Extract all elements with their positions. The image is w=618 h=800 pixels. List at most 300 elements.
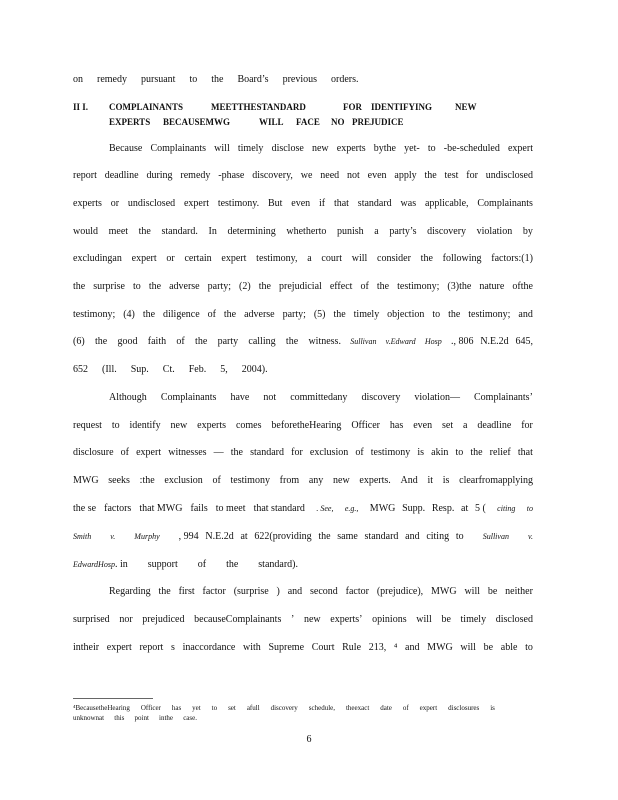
word: disclose bbox=[271, 143, 304, 154]
word: intheir bbox=[73, 642, 100, 653]
word: Complainants bbox=[150, 143, 207, 154]
word: with bbox=[243, 642, 261, 653]
word: factors bbox=[104, 503, 132, 514]
citation-text bbox=[73, 503, 305, 515]
heading-word: COMPLAINANTS bbox=[109, 102, 184, 112]
word: Officer bbox=[351, 420, 380, 431]
word: excludingan bbox=[73, 253, 122, 264]
word: from bbox=[279, 475, 300, 486]
word: afull bbox=[246, 704, 260, 712]
word: MWG bbox=[431, 586, 457, 597]
word: at bbox=[461, 503, 469, 514]
word: that bbox=[333, 198, 349, 209]
citation-line-sullivan bbox=[73, 336, 533, 348]
word: experts bbox=[73, 198, 102, 209]
text-line-12 bbox=[73, 475, 533, 487]
word: new bbox=[170, 420, 188, 431]
word: to bbox=[111, 420, 120, 431]
word: the bbox=[376, 281, 390, 292]
citation-line-edward bbox=[73, 559, 533, 571]
word: of bbox=[212, 475, 221, 486]
word: report bbox=[73, 170, 97, 181]
word: MWG bbox=[369, 503, 396, 514]
heading-word: WILL bbox=[259, 117, 284, 127]
word: standard bbox=[357, 198, 392, 209]
word: experts. bbox=[359, 475, 391, 486]
word: on bbox=[73, 74, 83, 85]
word: (surprise bbox=[233, 586, 269, 597]
word: N.E.2d bbox=[480, 336, 509, 347]
word: the bbox=[142, 309, 156, 320]
word: yet- bbox=[404, 143, 420, 154]
word: neither bbox=[505, 586, 533, 597]
text-line-5 bbox=[73, 226, 533, 238]
word: Feb. bbox=[188, 364, 207, 375]
word: expert bbox=[106, 642, 132, 653]
word: the se bbox=[73, 503, 97, 514]
word: discovery bbox=[270, 704, 298, 712]
word: prejudiced bbox=[142, 614, 185, 625]
citation-line-2 bbox=[73, 364, 533, 376]
word: the bbox=[73, 281, 86, 292]
word: faith bbox=[147, 336, 167, 347]
word: beforetheHearing bbox=[271, 420, 342, 431]
word: Officer bbox=[140, 704, 161, 712]
word: exclusion bbox=[164, 475, 203, 486]
word: to bbox=[189, 74, 198, 85]
word: to bbox=[132, 281, 141, 292]
signal-text: . See, bbox=[316, 504, 334, 513]
word: testimony, bbox=[256, 253, 298, 264]
word: 622(providing bbox=[254, 531, 312, 542]
word: And bbox=[400, 475, 418, 486]
word: 5 ( bbox=[474, 503, 486, 514]
word: timely bbox=[237, 143, 264, 154]
word: factor bbox=[345, 586, 369, 597]
word: applicable, bbox=[424, 198, 469, 209]
word: we bbox=[300, 170, 313, 181]
word: of bbox=[355, 447, 364, 458]
word: undisclosed bbox=[485, 170, 533, 181]
word: violation bbox=[476, 226, 513, 237]
word: certain bbox=[184, 253, 212, 264]
word: , 994 bbox=[178, 531, 199, 542]
word: party’s bbox=[389, 226, 417, 237]
word: of bbox=[197, 559, 207, 570]
word: new bbox=[303, 614, 321, 625]
word: 5, bbox=[220, 364, 228, 375]
word: inaccordance bbox=[182, 642, 236, 653]
case-name: Hosp bbox=[98, 560, 115, 569]
word: violation— bbox=[414, 392, 460, 403]
word: N.E.2d bbox=[205, 531, 234, 542]
case-name: v. bbox=[110, 532, 116, 541]
text-line-2 bbox=[109, 143, 533, 155]
word: expert bbox=[419, 704, 438, 712]
word: (5) bbox=[313, 309, 326, 320]
word: committedany bbox=[290, 392, 348, 403]
word: first bbox=[178, 586, 195, 597]
word: factors:(1) bbox=[491, 253, 533, 264]
word: ., 806 bbox=[450, 336, 474, 347]
word: diligence bbox=[162, 309, 200, 320]
word: standard. bbox=[161, 226, 198, 237]
heading-word: IDENTIFYING bbox=[371, 102, 433, 112]
word: apply bbox=[394, 170, 417, 181]
word: testimony; bbox=[468, 309, 511, 320]
word: case. bbox=[183, 714, 197, 722]
citation-text bbox=[115, 559, 312, 571]
word: will bbox=[460, 642, 476, 653]
word: new bbox=[311, 143, 329, 154]
word: fails bbox=[190, 503, 208, 514]
heading-word: PREJUDICE bbox=[352, 117, 404, 127]
text-line-13 bbox=[109, 586, 533, 598]
word: (prejudice), bbox=[376, 586, 424, 597]
case-name: v.Edward bbox=[385, 337, 416, 346]
word: witness. bbox=[308, 336, 341, 347]
word: will bbox=[416, 614, 432, 625]
word: remedy bbox=[97, 74, 127, 85]
word: a bbox=[307, 253, 312, 264]
citation-text bbox=[179, 531, 464, 543]
word: the bbox=[230, 447, 243, 458]
word: witnesses bbox=[168, 447, 207, 458]
word: deadline bbox=[104, 170, 139, 181]
citation-text bbox=[73, 336, 341, 348]
word: or bbox=[110, 198, 120, 209]
heading-word: MEETTHESTANDARD bbox=[211, 102, 306, 112]
word: punish bbox=[336, 226, 364, 237]
word: ’ bbox=[290, 614, 295, 625]
word: a bbox=[374, 226, 379, 237]
word: Rule bbox=[342, 642, 362, 653]
word: (Ill. bbox=[102, 364, 117, 375]
word: determining bbox=[227, 226, 276, 237]
word: of bbox=[360, 281, 369, 292]
word: Supreme bbox=[268, 642, 305, 653]
word: for bbox=[291, 447, 303, 458]
word: the bbox=[211, 74, 224, 85]
word: a bbox=[463, 420, 468, 431]
case-name: Murphy bbox=[134, 532, 160, 541]
word: Regarding bbox=[109, 586, 151, 597]
word: calling bbox=[248, 336, 276, 347]
text-line-4 bbox=[73, 198, 533, 210]
word: citing bbox=[426, 531, 450, 542]
word: request bbox=[73, 420, 102, 431]
word: is bbox=[490, 704, 495, 712]
word: Ct. bbox=[162, 364, 175, 375]
word: pursuant bbox=[141, 74, 176, 85]
word: opinions bbox=[372, 614, 407, 625]
word: standard bbox=[364, 531, 399, 542]
citation-line-see bbox=[73, 503, 533, 515]
word: undisclosed bbox=[127, 198, 176, 209]
text-line-8 bbox=[73, 309, 533, 321]
word: not bbox=[263, 392, 277, 403]
word: has bbox=[171, 704, 182, 712]
word: unknownat bbox=[73, 714, 105, 722]
word: have bbox=[230, 392, 250, 403]
signal-text: to bbox=[526, 504, 533, 513]
word: In bbox=[208, 226, 217, 237]
footnote-divider bbox=[73, 698, 153, 699]
word: ⁴BecausetheHearing bbox=[73, 704, 130, 712]
word: report bbox=[139, 642, 164, 653]
word: akin bbox=[431, 447, 449, 458]
word: it bbox=[427, 475, 434, 486]
word: be bbox=[487, 586, 498, 597]
word: deadline bbox=[477, 420, 512, 431]
signal-text: e.g., bbox=[344, 504, 359, 513]
heading-word: FACE bbox=[296, 117, 320, 127]
word: timely bbox=[353, 309, 380, 320]
word: test bbox=[444, 170, 459, 181]
word: — bbox=[213, 447, 224, 458]
word: set bbox=[442, 420, 454, 431]
word: the bbox=[333, 309, 346, 320]
word: by bbox=[522, 226, 533, 237]
word: the bbox=[424, 170, 437, 181]
word: to bbox=[432, 309, 441, 320]
word: testimony. bbox=[217, 198, 260, 209]
text-line-7 bbox=[73, 281, 533, 293]
word: yet bbox=[192, 704, 201, 712]
word: to meet bbox=[215, 503, 246, 514]
word: be bbox=[441, 614, 451, 625]
word: new bbox=[333, 475, 350, 486]
word: that bbox=[517, 447, 533, 458]
word: the bbox=[318, 531, 331, 542]
word: if bbox=[319, 198, 326, 209]
case-name: Hosp bbox=[424, 337, 442, 346]
word: party bbox=[217, 336, 239, 347]
word: (2) bbox=[239, 281, 251, 292]
word: of bbox=[402, 704, 409, 712]
word: will bbox=[351, 253, 368, 264]
word: Complainants bbox=[160, 392, 217, 403]
word: the bbox=[226, 559, 239, 570]
word: will bbox=[214, 143, 230, 154]
word: point bbox=[134, 714, 149, 722]
text-line-14 bbox=[73, 614, 533, 626]
text-line-6 bbox=[73, 253, 533, 265]
word: the bbox=[223, 309, 237, 320]
word: (3)the bbox=[447, 281, 472, 292]
word: discovery bbox=[361, 392, 401, 403]
word: expert bbox=[183, 198, 209, 209]
word: But bbox=[267, 198, 283, 209]
word: need bbox=[320, 170, 340, 181]
text-line-10 bbox=[73, 420, 533, 432]
word: disclosure bbox=[73, 447, 114, 458]
word: s bbox=[171, 642, 175, 653]
word: Although bbox=[109, 392, 147, 403]
word: of bbox=[207, 309, 216, 320]
word: previous bbox=[282, 74, 318, 85]
word: the bbox=[258, 281, 271, 292]
word: . in bbox=[114, 559, 128, 570]
word: and bbox=[518, 309, 533, 320]
word: date bbox=[380, 704, 392, 712]
word: surprised bbox=[73, 614, 110, 625]
word: court bbox=[321, 253, 342, 264]
text-line-15 bbox=[73, 642, 533, 654]
heading-word: NEW bbox=[455, 102, 477, 112]
heading-word: FOR bbox=[343, 102, 362, 112]
word: not bbox=[347, 170, 360, 181]
word: same bbox=[337, 531, 358, 542]
word: Resp. bbox=[431, 503, 455, 514]
word: nature bbox=[479, 281, 505, 292]
word: ofthe bbox=[512, 281, 533, 292]
word: identify bbox=[129, 420, 161, 431]
page-number: 6 bbox=[306, 734, 312, 745]
word: to bbox=[455, 447, 464, 458]
word: the bbox=[195, 336, 208, 347]
word: of bbox=[120, 447, 129, 458]
word: testimony bbox=[370, 447, 411, 458]
word: the bbox=[158, 586, 171, 597]
word: be bbox=[483, 642, 494, 653]
word: the bbox=[94, 336, 108, 347]
word: testimony; bbox=[397, 281, 440, 292]
word: discovery bbox=[427, 226, 467, 237]
word: expert bbox=[507, 143, 533, 154]
heading-word: BECAUSEMWG bbox=[163, 117, 231, 127]
word: relief bbox=[489, 447, 511, 458]
case-name: Sullivan bbox=[350, 337, 377, 346]
word: standard bbox=[250, 447, 284, 458]
word: 652 bbox=[73, 364, 88, 375]
word: would bbox=[73, 226, 98, 237]
word: (6) bbox=[73, 336, 85, 347]
word: disclosures bbox=[448, 704, 480, 712]
word: has bbox=[389, 420, 404, 431]
case-name: v. bbox=[527, 532, 533, 541]
word: (4) bbox=[123, 309, 135, 320]
word: consider bbox=[377, 253, 411, 264]
word: Court bbox=[311, 642, 335, 653]
case-name: Edward bbox=[73, 560, 99, 569]
text-line-1 bbox=[73, 74, 533, 86]
word: ) bbox=[276, 586, 280, 597]
word: adverse bbox=[244, 309, 275, 320]
word: for bbox=[521, 420, 533, 431]
word: party; bbox=[282, 309, 306, 320]
word: party; bbox=[207, 281, 231, 292]
word: schedule, bbox=[308, 704, 336, 712]
word: Complainants bbox=[477, 198, 533, 209]
text-line-3 bbox=[73, 170, 533, 182]
word: timely bbox=[460, 614, 487, 625]
word: is bbox=[417, 447, 425, 458]
word: seeks bbox=[108, 475, 130, 486]
heading-word: EXPERTS bbox=[109, 117, 151, 127]
word: bythe bbox=[373, 143, 396, 154]
word: at bbox=[240, 531, 248, 542]
case-name: Sullivan bbox=[482, 532, 509, 541]
word: to bbox=[427, 143, 436, 154]
word: and bbox=[405, 642, 420, 653]
word: this bbox=[114, 714, 125, 722]
word: 2004). bbox=[241, 364, 268, 375]
heading-word: NO bbox=[331, 117, 345, 127]
word: 213, bbox=[368, 642, 387, 653]
word: to bbox=[455, 531, 464, 542]
word: to bbox=[211, 704, 218, 712]
word: even bbox=[291, 198, 311, 209]
word: MWG bbox=[427, 642, 453, 653]
word: set bbox=[228, 704, 236, 712]
word: :the bbox=[139, 475, 155, 486]
word: testimony bbox=[230, 475, 270, 486]
word: objection bbox=[387, 309, 425, 320]
word: during bbox=[146, 170, 173, 181]
word: able bbox=[500, 642, 518, 653]
word: expert bbox=[131, 253, 157, 264]
word: nor bbox=[119, 614, 133, 625]
word: -be-scheduled bbox=[443, 143, 500, 154]
citation-text bbox=[370, 503, 486, 515]
word: experts’ bbox=[330, 614, 363, 625]
word: ⁴ bbox=[393, 642, 398, 653]
word: experts bbox=[336, 143, 366, 154]
word: any bbox=[308, 475, 324, 486]
text-line-9 bbox=[109, 392, 533, 404]
word: orders. bbox=[331, 74, 359, 85]
word: effect bbox=[329, 281, 353, 292]
word: discovery, bbox=[252, 170, 293, 181]
word: for bbox=[466, 170, 478, 181]
word: adverse bbox=[169, 281, 200, 292]
word: second bbox=[310, 586, 338, 597]
heading-number: II I. bbox=[73, 102, 89, 112]
word: MWG bbox=[73, 475, 99, 486]
word: prejudicial bbox=[279, 281, 322, 292]
citation-text bbox=[451, 336, 533, 348]
word: Sup. bbox=[130, 364, 149, 375]
word: comes bbox=[235, 420, 262, 431]
word: exclusion bbox=[309, 447, 349, 458]
word: that MWG bbox=[139, 503, 183, 514]
signal-text: citing bbox=[497, 504, 516, 513]
word: disclosed bbox=[495, 614, 533, 625]
word: 645, bbox=[515, 336, 533, 347]
word: clearfromapplying bbox=[459, 475, 533, 486]
word: becauseComplainants bbox=[194, 614, 282, 625]
word: factor bbox=[202, 586, 226, 597]
footnote-line-1 bbox=[73, 704, 495, 713]
word: Board’s bbox=[237, 74, 269, 85]
word: meet bbox=[108, 226, 129, 237]
word: the bbox=[138, 226, 151, 237]
word: experts bbox=[197, 420, 227, 431]
word: theexact bbox=[345, 704, 370, 712]
word: even bbox=[413, 420, 433, 431]
word: even bbox=[367, 170, 387, 181]
word: expert bbox=[136, 447, 162, 458]
word: the bbox=[448, 309, 461, 320]
word: support bbox=[147, 559, 178, 570]
word: Supp. bbox=[402, 503, 426, 514]
citation-line-smith bbox=[73, 531, 533, 543]
case-name: Smith bbox=[73, 532, 92, 541]
word: or bbox=[166, 253, 175, 264]
word: and bbox=[287, 586, 303, 597]
word: and bbox=[405, 531, 420, 542]
